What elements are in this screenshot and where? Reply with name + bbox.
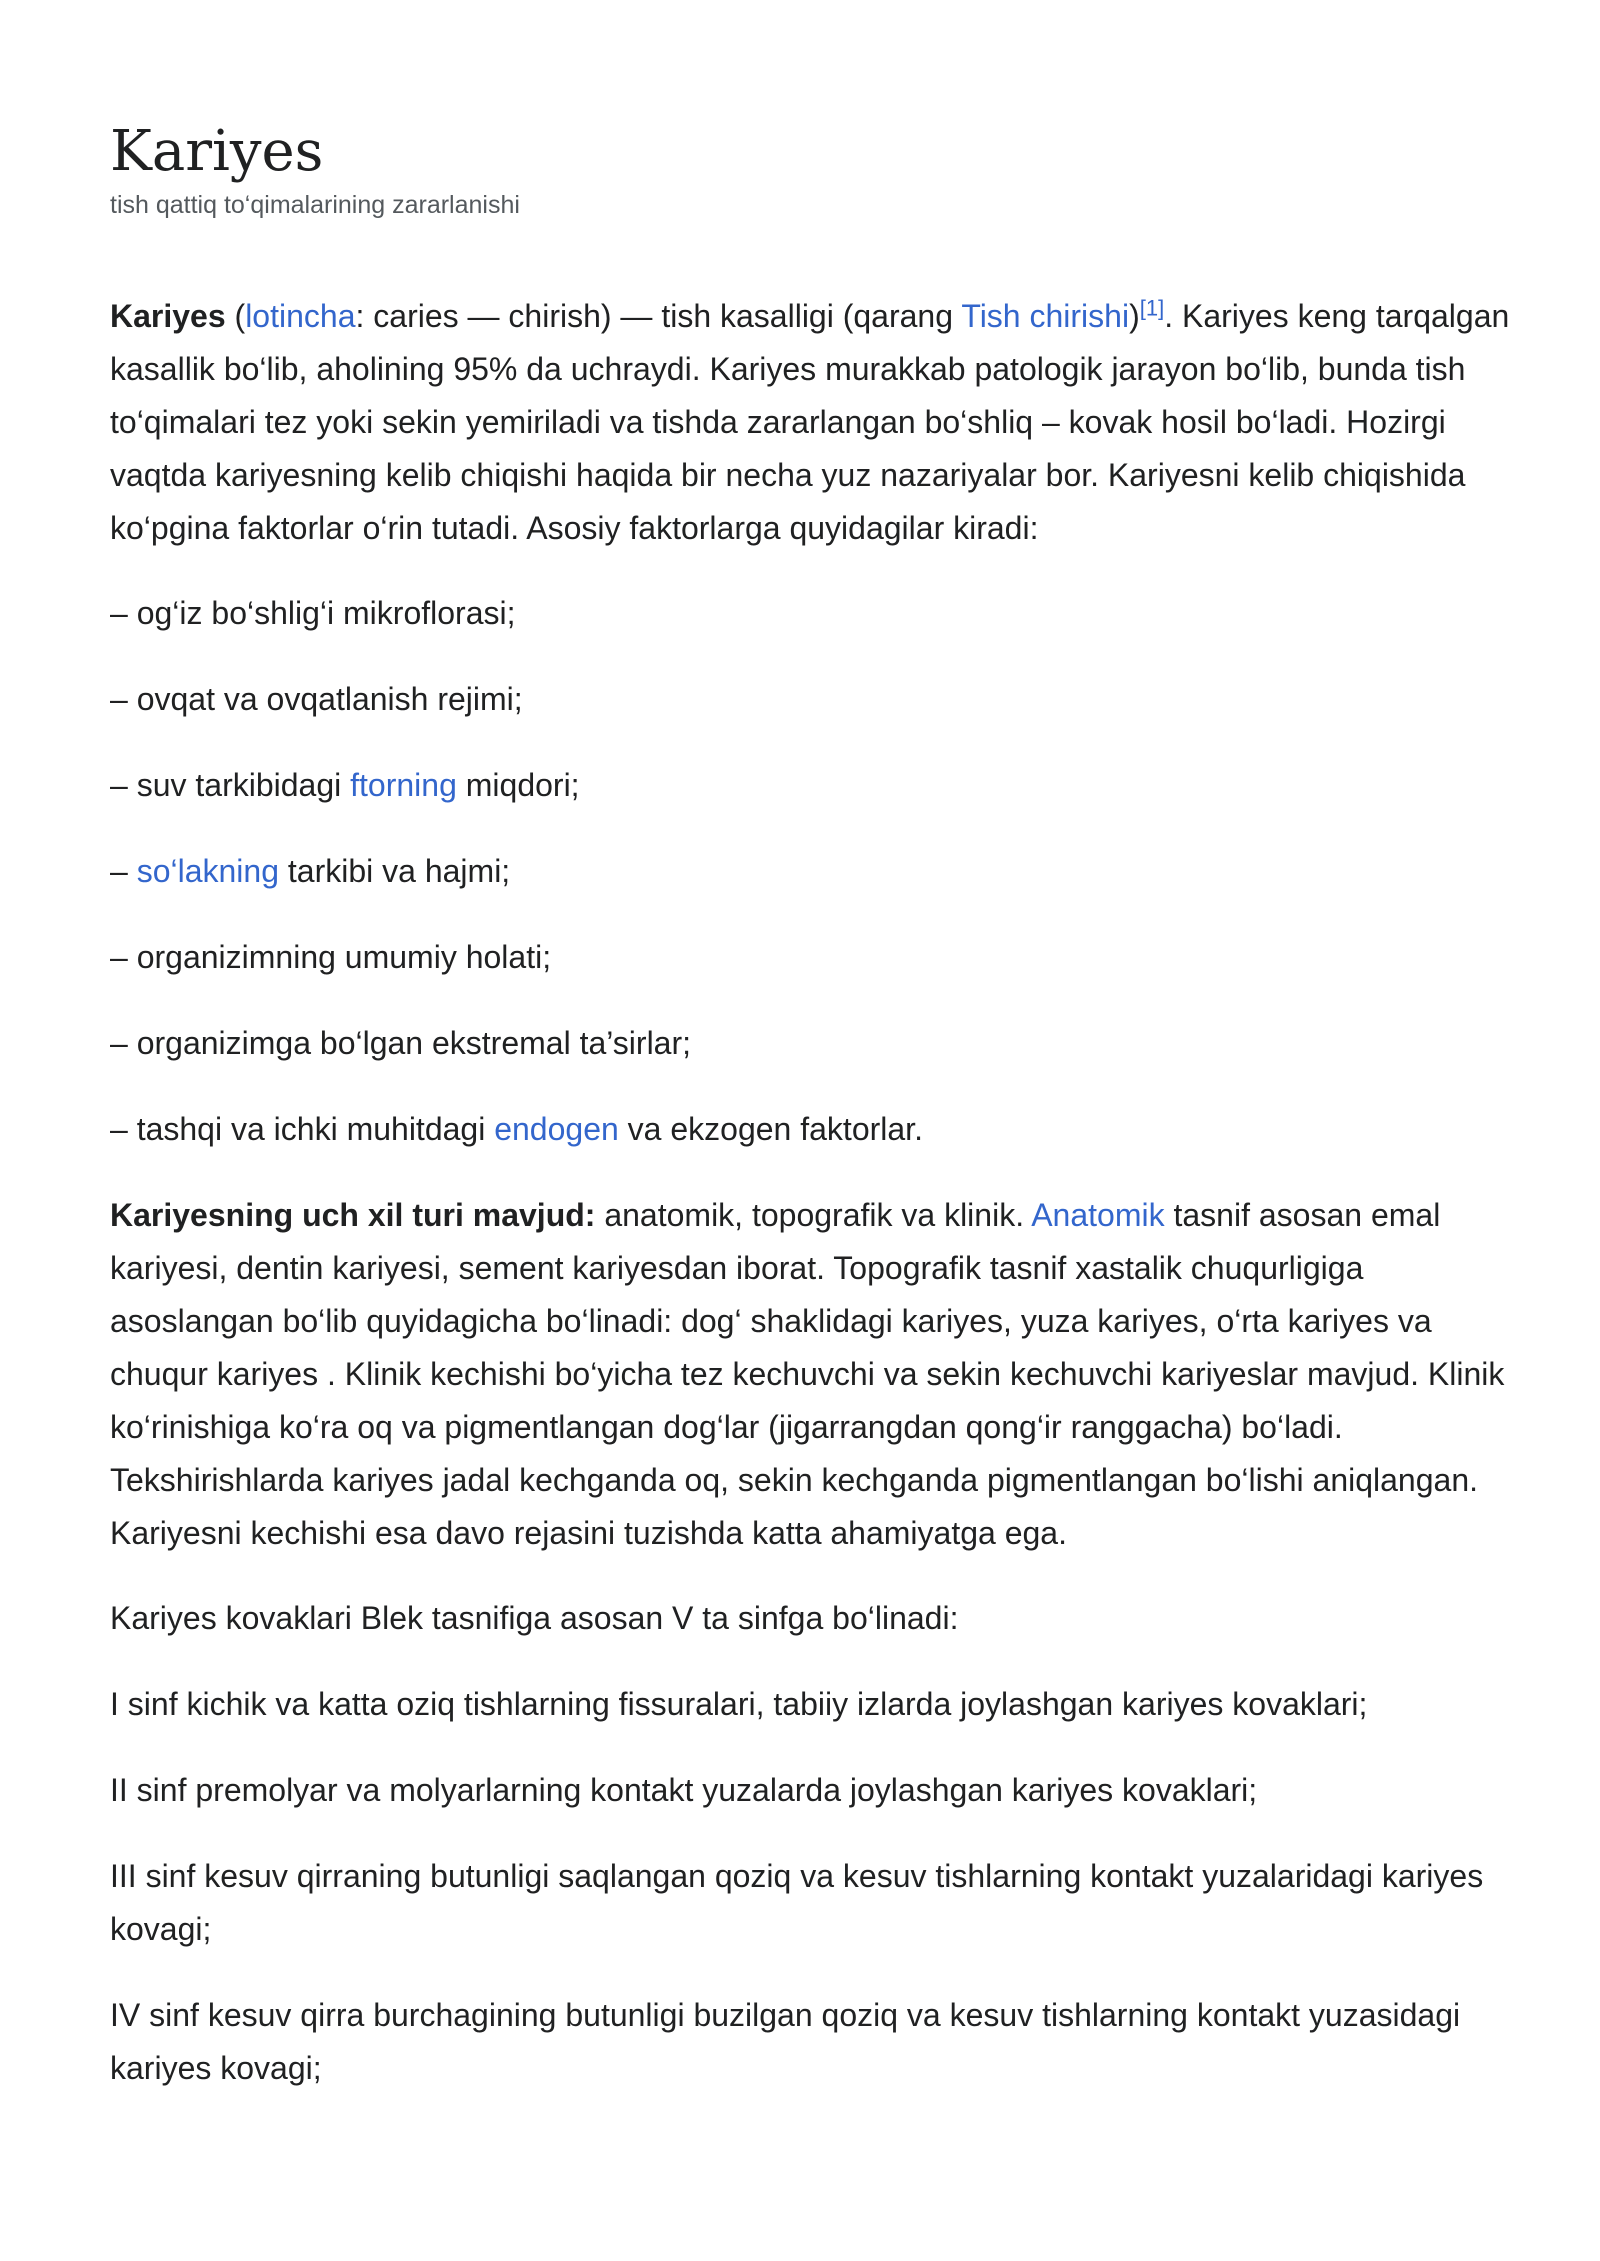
factor-3-post: miqdori; xyxy=(456,767,580,803)
factor-item-1: – og‘iz bo‘shlig‘i mikroflorasi; xyxy=(110,595,516,631)
page-title: Kariyes xyxy=(110,119,324,184)
page-subtitle: tish qattiq to‘qimalarining zararlanishi xyxy=(110,191,520,219)
factor-4-pre: – xyxy=(110,853,137,889)
types-heading: Kariyesning uch xil turi mavjud: xyxy=(110,1197,596,1233)
link-solakning[interactable]: so‘lakning xyxy=(136,853,279,889)
blek-class-2: II sinf premolyar va molyarlarning kontakt yuzalarda joylashgan kariyes kovaklari; xyxy=(110,1772,1258,1808)
intro-term: Kariyes xyxy=(110,298,226,334)
factor-item-5: – organizimning umumiy holati; xyxy=(110,939,552,975)
factor-item-6: – organizimga bo‘lgan ekstremal ta’sirlar; xyxy=(110,1025,692,1061)
link-lotincha[interactable]: lotincha xyxy=(245,298,356,334)
blek-class-3: III sinf kesuv qirraning butunligi saqlangan qoziq va kesuv tishlarning kontakt yuzalaridagi kariyes kovagi; xyxy=(110,1858,1484,1947)
intro-paren-open: ( xyxy=(225,298,246,334)
types-text-2: tasnif asosan emal kariyesi, dentin kariyesi, sement kariyesdan iborat. Topografik tasnif xastalik chuqurligiga asoslangan bo‘lib quyidagicha bo‘linadi: dog‘ shaklidagi kariyes, yuza kariyes, o‘rta kariyes va chuqur kariyes . Klinik kechishi bo‘yicha tez kechuvchi va sekin kechuvchi kariyeslar mavjud. Klinik ko‘rinishiga ko‘ra oq va pigmentlangan dog‘lar (jigarrangdan qong‘ir ranggacha) bo‘ladi. Tekshirishlarda kariyes jadal kechganda oq, sekin kechganda pigmentlangan bo‘lishi aniqlangan. Kariyesni kechishi esa davo rejasini tuzishda katta ahamiyatga ega. xyxy=(110,1197,1505,1551)
article xyxy=(110,118,1510,2128)
factor-item-3 xyxy=(110,759,1510,812)
blek-intro: Kariyes kovaklari Blek tasnifiga asosan V ta sinfga bo‘linadi: xyxy=(110,1600,959,1636)
reference-1[interactable]: [1] xyxy=(1139,295,1165,321)
factor-item-2: – ovqat va ovqatlanish rejimi; xyxy=(110,681,523,717)
types-paragraph xyxy=(110,1189,1510,1560)
link-tish-chirishi[interactable]: Tish chirishi xyxy=(961,298,1130,334)
intro-text-2: . Kariyes keng tarqalgan kasallik bo‘lib, aholining 95% da uchraydi. Kariyes murakkab patologik jarayon bo‘lib, bunda tish to‘qimalari tez yoki sekin yemiriladi va tishda zararlangan bo‘shliq – kovak hosil bo‘ladi. Hozirgi vaqtda kariyesning kelib chiqishi haqida bir necha yuz nazariyalar bor. Kariyesni kelib chiqishida ko‘pgina faktorlar o‘rin tutadi. Asosiy faktorlarga quyidagilar kiradi: xyxy=(110,298,1510,546)
intro-text-1: : caries — chirish) — tish kasalligi (qarang xyxy=(355,298,962,334)
article-content xyxy=(110,290,1510,2095)
factor-7-post: va ekzogen faktorlar. xyxy=(618,1111,923,1147)
factor-7-pre: – tashqi va ichki muhitdagi xyxy=(110,1111,495,1147)
factor-item-7 xyxy=(110,1103,1510,1156)
blek-class-1: I sinf kichik va katta oziq tishlarning fissuralari, tabiiy izlarda joylashgan kariyes kovaklari; xyxy=(110,1686,1368,1722)
link-ftorning[interactable]: ftorning xyxy=(350,767,457,803)
link-anatomik[interactable]: Anatomik xyxy=(1031,1197,1165,1233)
factor-item-4 xyxy=(110,845,1510,898)
intro-paren-close: ) xyxy=(1129,298,1140,334)
link-endogen[interactable]: endogen xyxy=(494,1111,619,1147)
intro-paragraph xyxy=(110,290,1510,555)
factor-4-post: tarkibi va hajmi; xyxy=(279,853,511,889)
factor-3-pre: – suv tarkibidagi xyxy=(110,767,351,803)
blek-class-4: IV sinf kesuv qirra burchagining butunligi buzilgan qoziq va kesuv tishlarning kontakt yuzasidagi kariyes kovagi; xyxy=(110,1997,1461,2086)
types-text-1: anatomik, topografik va klinik. xyxy=(595,1197,1032,1233)
